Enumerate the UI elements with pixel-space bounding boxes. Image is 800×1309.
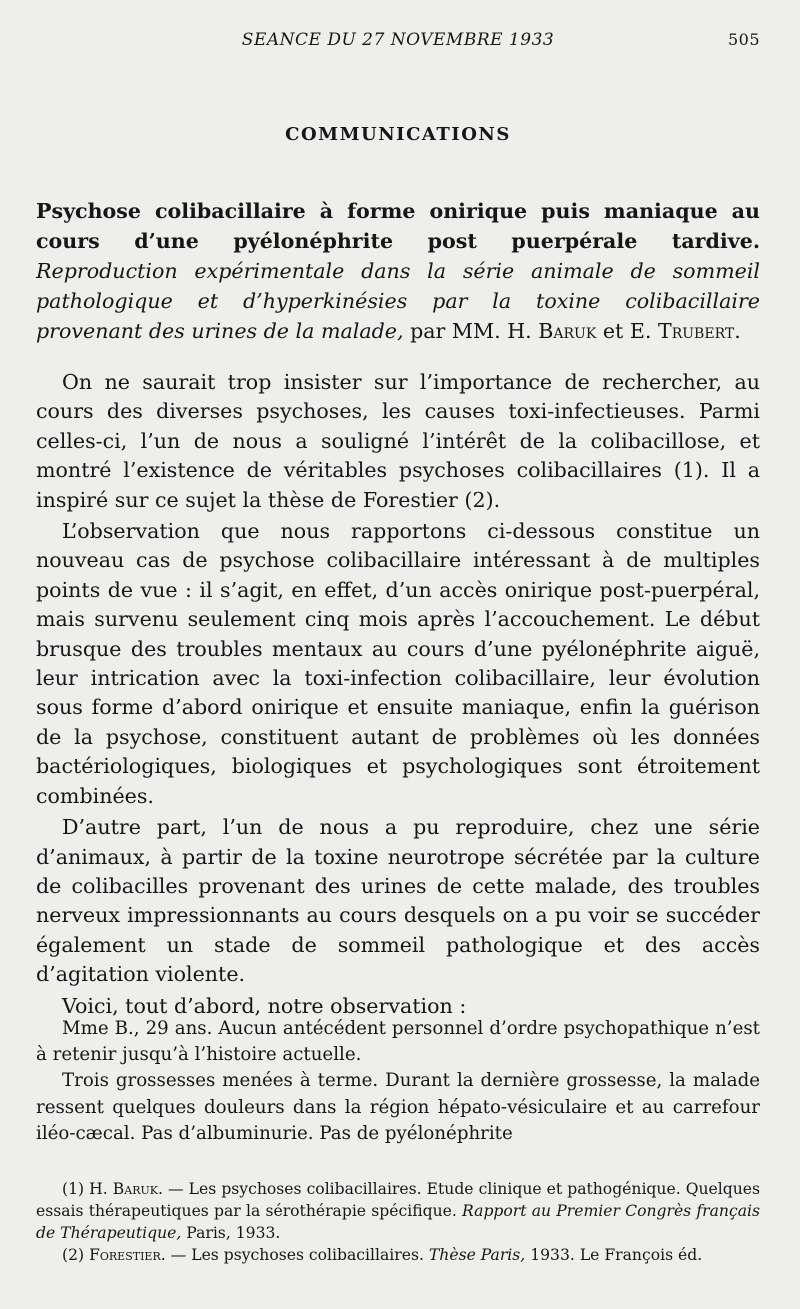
footnote-1-marker: (1) H. [62, 1180, 108, 1198]
article-title-main: Psychose colibacillaire à forme onirique puis maniaque au cours d’une pyélonéphrite post puerpérale tardive. [36, 199, 760, 253]
running-header [36, 30, 760, 54]
article-title [36, 196, 760, 346]
footnote-2-text: — Les psychoses colibacillaires. [170, 1246, 424, 1264]
case-observation [36, 1016, 760, 1147]
body-paragraph-4: Voici, tout d’abord, notre observation : [62, 993, 467, 1018]
footnote-1-end: Paris, 1933. [186, 1224, 281, 1242]
article-title-subtitle: Reproduction expérimentale dans la série animale de sommeil pathologique et d’hyperkinésies par la toxine colibacillaire provenant des urines de la malade, [36, 259, 760, 343]
footnote-2-marker: (2) [62, 1246, 85, 1264]
footnote-2-author: Forestier. [89, 1246, 166, 1264]
page-number: 505 [727, 30, 760, 49]
footnote-1-text: — Les psychoses colibacillaires. Etude clinique et pathogénique. Quelques essais thérapeutiques par la sérothérapie spécifique. [36, 1180, 761, 1220]
running-title: SEANCE DU 27 NOVEMBRE 1933 [241, 30, 555, 50]
article-author-1: Baruk [538, 319, 597, 343]
body-paragraph-1: On ne saurait trop insister sur l’importance de rechercher, au cours des diverses psychoses, les causes toxi-infectieuses. Parmi celles-ci, l’un de nous a souligné l’intérêt de la colibacillose, et montré l’existence de véritables psychoses colibacillaires (1). Il a inspiré sur ce sujet la thèse de Forestier (2). [36, 370, 760, 512]
article-and-text: et E. [602, 319, 652, 343]
footnote-2-source: Thèse Paris, [428, 1246, 526, 1264]
footnote-1 [36, 1178, 760, 1244]
article-by-text: par MM. H. [410, 319, 532, 343]
article-body [36, 368, 760, 1023]
body-paragraph-2: L’observation que nous rapportons ci-dessous constitue un nouveau cas de psychose colibacillaire intéressant à de multiples points de vue : il s’agit, en effet, d’un accès onirique post-puerpéral, mais survenu seulement cinq mois après l’accouchement. Le début brusque des troubles mentaux au cours d’une pyélonéphrite aiguë, leur intrication avec la toxi-infection colibacillaire, leur évolution sous forme d’abord onirique et ensuite maniaque, enfin la guérison de la psychose, constituent autant de problèmes où les données bactériologiques, biologiques et psychologiques sont étroitement combinées. [36, 519, 760, 808]
footnotes [36, 1178, 760, 1266]
footnote-1-author: Baruk. [112, 1180, 163, 1198]
observation-paragraph-1: Mme B., 29 ans. Aucun antécédent personnel d’ordre psychopathique n’est à retenir jusqu’à l’histoire actuelle. [36, 1018, 760, 1066]
section-heading: COMMUNICATIONS [285, 124, 511, 145]
article-author-2: Trubert. [657, 319, 741, 343]
footnote-2 [36, 1244, 760, 1266]
footnote-1-source: Rapport au Premier Congrès français de Thérapeutique, [36, 1202, 760, 1242]
observation-paragraph-2: Trois grossesses menées à terme. Durant la dernière grossesse, la malade ressent quelques douleurs dans la région hépato-vésiculaire et au carrefour iléo-cæcal. Pas d’albuminurie. Pas de pyélonéphrite [36, 1070, 760, 1144]
footnote-2-end: 1933. Le François éd. [530, 1246, 703, 1264]
body-paragraph-3: D’autre part, l’un de nous a pu reproduire, chez une série d’animaux, à partir de la toxine neurotrope sécrétée par la culture de colibacilles provenant des urines de cette malade, des troubles nerveux impressionnants au cours desquels on a pu voir se succéder également un stade de sommeil pathologique et des accès d’agitation violente. [36, 815, 760, 987]
